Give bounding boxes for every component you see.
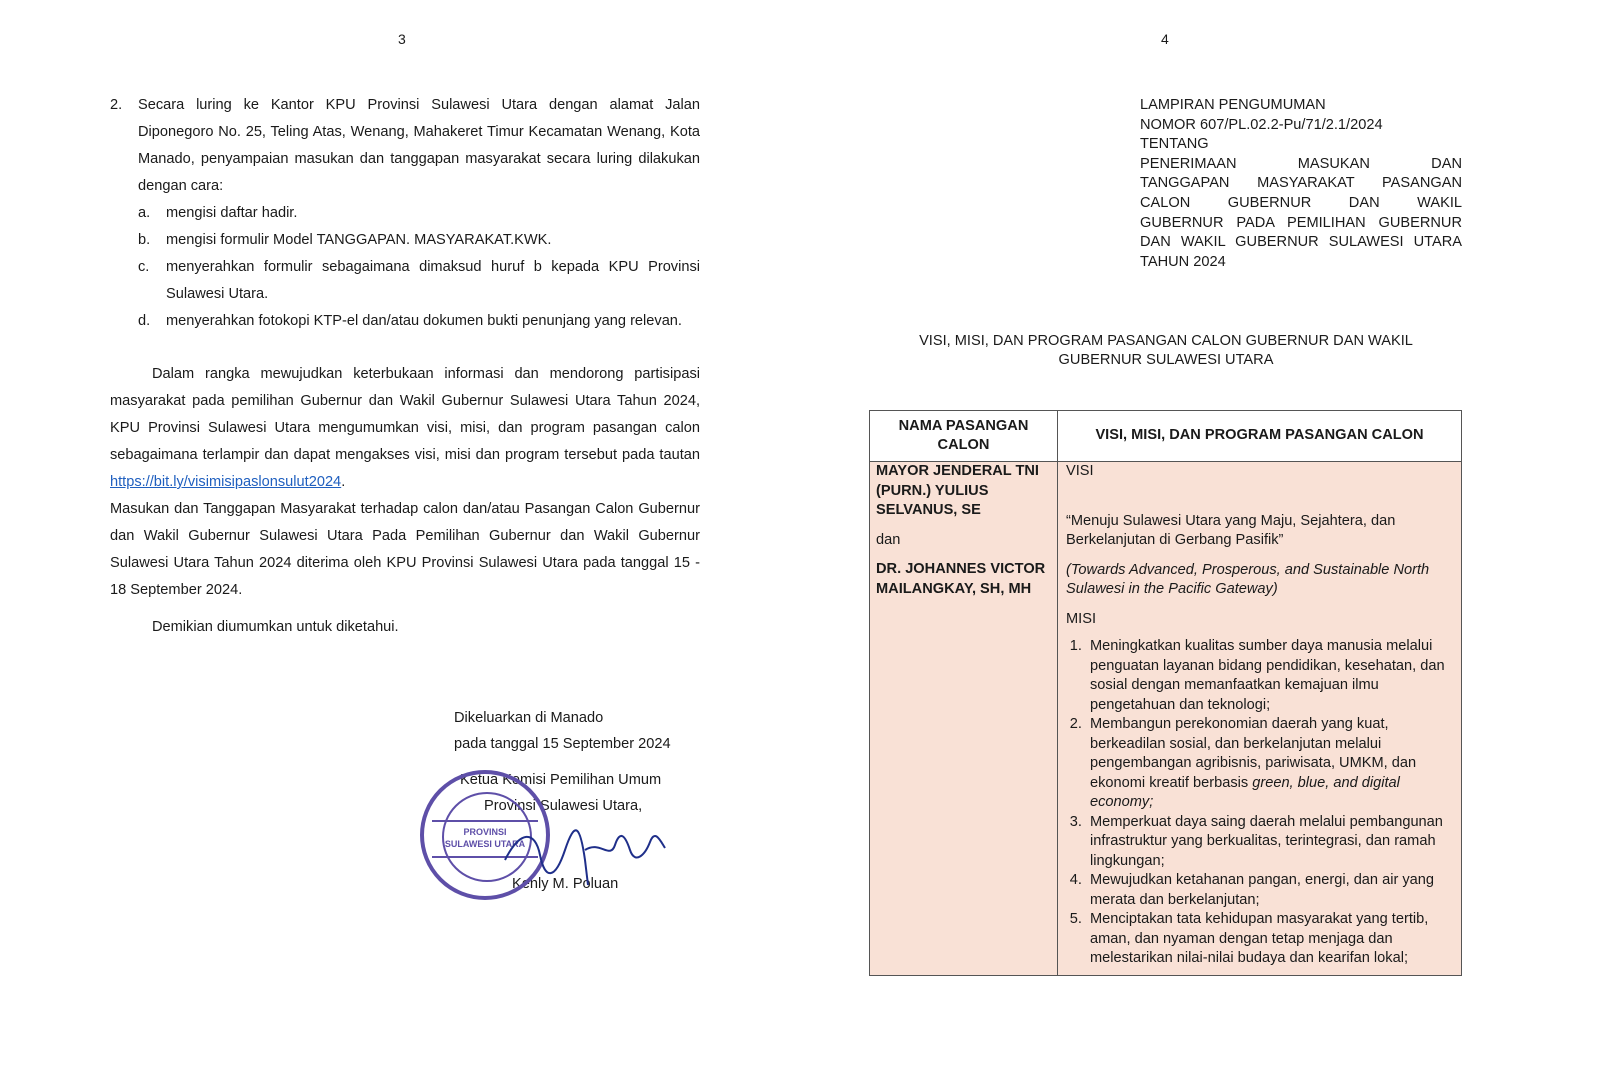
issued-date: pada tanggal 15 September 2024 xyxy=(454,736,671,752)
candidate-governor: MAYOR JENDERAL TNI (PURN.) YULIUS SELVANUS, SE xyxy=(876,463,1039,518)
list-item-2 xyxy=(110,92,700,335)
item-text: Secara luring ke Kantor KPU Provinsi Sulawesi Utara dengan alamat Jalan Diponegoro No. 25, Teling Atas, Wenang, Mahakeret Timur Kecamatan Wenang, Kota Manado, penyampaian masukan dan tanggapan masyarakat secara luring dilakukan dengan cara: xyxy=(138,97,700,194)
misi-item: 3. Memperkuat daya saing daerah melalui pembangunan infrastruktur yang berkualitas, terintegrasi, dan ramah lingkungan; xyxy=(1086,813,1453,872)
visi-label: VISI xyxy=(1066,463,1094,479)
signer-title-2: Provinsi Sulawesi Utara, xyxy=(484,798,643,814)
visi-misi-link[interactable]: https://bit.ly/visimisipaslonsulut2024 xyxy=(110,474,342,490)
subitem-b: b. mengisi formulir Model TANGGAPAN. MASYARAKAT.KWK. xyxy=(138,232,552,248)
signature-scribble-icon xyxy=(500,820,670,890)
paragraph-submission: Masukan dan Tanggapan Masyarakat terhadap calon dan/atau Pasangan Calon Gubernur dan Wakil Gubernur Sulawesi Utara Pada Pemilihan Gubernur dan Wakil Gubernur Sulawesi Utara Tahun 2024 diterima oleh KPU Provinsi Sulawesi Utara pada tanggal 15 - 18 September 2024. xyxy=(110,501,700,598)
header-candidate-name: NAMA PASANGAN CALON xyxy=(870,411,1058,462)
table-header-row xyxy=(870,411,1462,462)
subitem-a: a. mengisi daftar hadir. xyxy=(138,205,298,221)
page-number-left: 3 xyxy=(398,31,406,47)
connector-text: dan xyxy=(876,531,901,548)
issued-place: Dikeluarkan di Manado xyxy=(454,710,604,726)
candidate-cell xyxy=(870,462,1058,976)
attachment-header: LAMPIRAN PENGUMUMAN NOMOR 607/PL.02.2-Pu/71/2.1/2024 TENTANG PENERIMAAN MASUKAN DAN TANGGAPAN MASYARAKAT PASANGAN CALON GUBERNUR DAN WAKIL GUBERNUR PADA PEMILIHAN GUBERNUR DAN WAKIL GUBERNUR SULAWESI UTARA TAHUN 2024 xyxy=(1140,97,1462,270)
vision-mission-cell xyxy=(1058,462,1462,976)
misi-label: MISI xyxy=(1066,610,1096,627)
closing-statement: Demikian diumumkan untuk diketahui. xyxy=(152,619,399,635)
page-number-right: 4 xyxy=(1161,31,1169,47)
visi-text: “Menuju Sulawesi Utara yang Maju, Sejahtera, dan Berkelanjutan di Gerbang Pasifik” xyxy=(1066,512,1396,548)
subitem-d: d. menyerahkan fotokopi KTP-el dan/atau dokumen bukti penunjang yang relevan. xyxy=(138,313,682,329)
vision-mission-table xyxy=(869,410,1462,976)
visi-english: (Towards Advanced, Prosperous, and Sustainable North Sulawesi in the Pacific Gateway) xyxy=(1066,561,1430,597)
header-vision-mission: VISI, MISI, DAN PROGRAM PASANGAN CALON xyxy=(1058,411,1462,462)
item-number: 2. xyxy=(110,97,123,113)
table-row xyxy=(870,462,1462,976)
paragraph-disclosure: Dalam rangka mewujudkan keterbukaan informasi dan mendorong partisipasi masyarakat pada pemilihan Gubernur dan Wakil Gubernur Sulawesi Utara Tahun 2024, KPU Provinsi Sulawesi Utara mengumumkan visi, misi, dan program pasangan calon sebagaimana terlampir dan dapat mengakses visi, misi dan program tersebut pada tautan https://bit.ly/visimisipaslonsulut2024. xyxy=(110,366,700,490)
signer-title-1: Ketua Komisi Pemilihan Umum xyxy=(460,772,662,788)
signer-name: Kenly M. Poluan xyxy=(512,876,619,892)
misi-list xyxy=(1066,637,1453,969)
misi-item: 5. Menciptakan tata kehidupan masyarakat yang tertib, aman, dan nyaman dengan tetap menjaga dan melestarikan nilai-nilai budaya dan kearifan lokal; xyxy=(1086,910,1453,969)
left-page-body xyxy=(110,92,700,641)
candidate-vice-governor: DR. JOHANNES VICTOR MAILANGKAY, SH, MH xyxy=(876,561,1046,597)
misi-item: 2. Membangun perekonomian daerah yang kuat, berkeadilan sosial, dan berkelanjutan melalui pengembangan agribisnis, pariwisata, UMKM, dan ekonomi kreatif berbasis green, blue, and digital economy; xyxy=(1086,715,1453,813)
official-stamp: PROVINSI SULAWESI UTARA xyxy=(420,770,550,900)
misi-item: 1. Meningkatkan kualitas sumber daya manusia melalui penguatan layanan bidang pendidikan, kesehatan, dan sosial dengan memanfaatkan kemajuan ilmu pengetahuan dan teknologi; xyxy=(1086,637,1453,715)
section-title: VISI, MISI, DAN PROGRAM PASANGAN CALON GUBERNUR DAN WAKIL GUBERNUR SULAWESI UTARA xyxy=(919,333,1413,368)
subitem-c: c. menyerahkan formulir sebagaimana dimaksud huruf b kepada KPU Provinsi Sulawesi Utara. xyxy=(138,259,700,302)
misi-item: 4. Mewujudkan ketahanan pangan, energi, dan air yang merata dan berkelanjutan; xyxy=(1086,871,1453,910)
